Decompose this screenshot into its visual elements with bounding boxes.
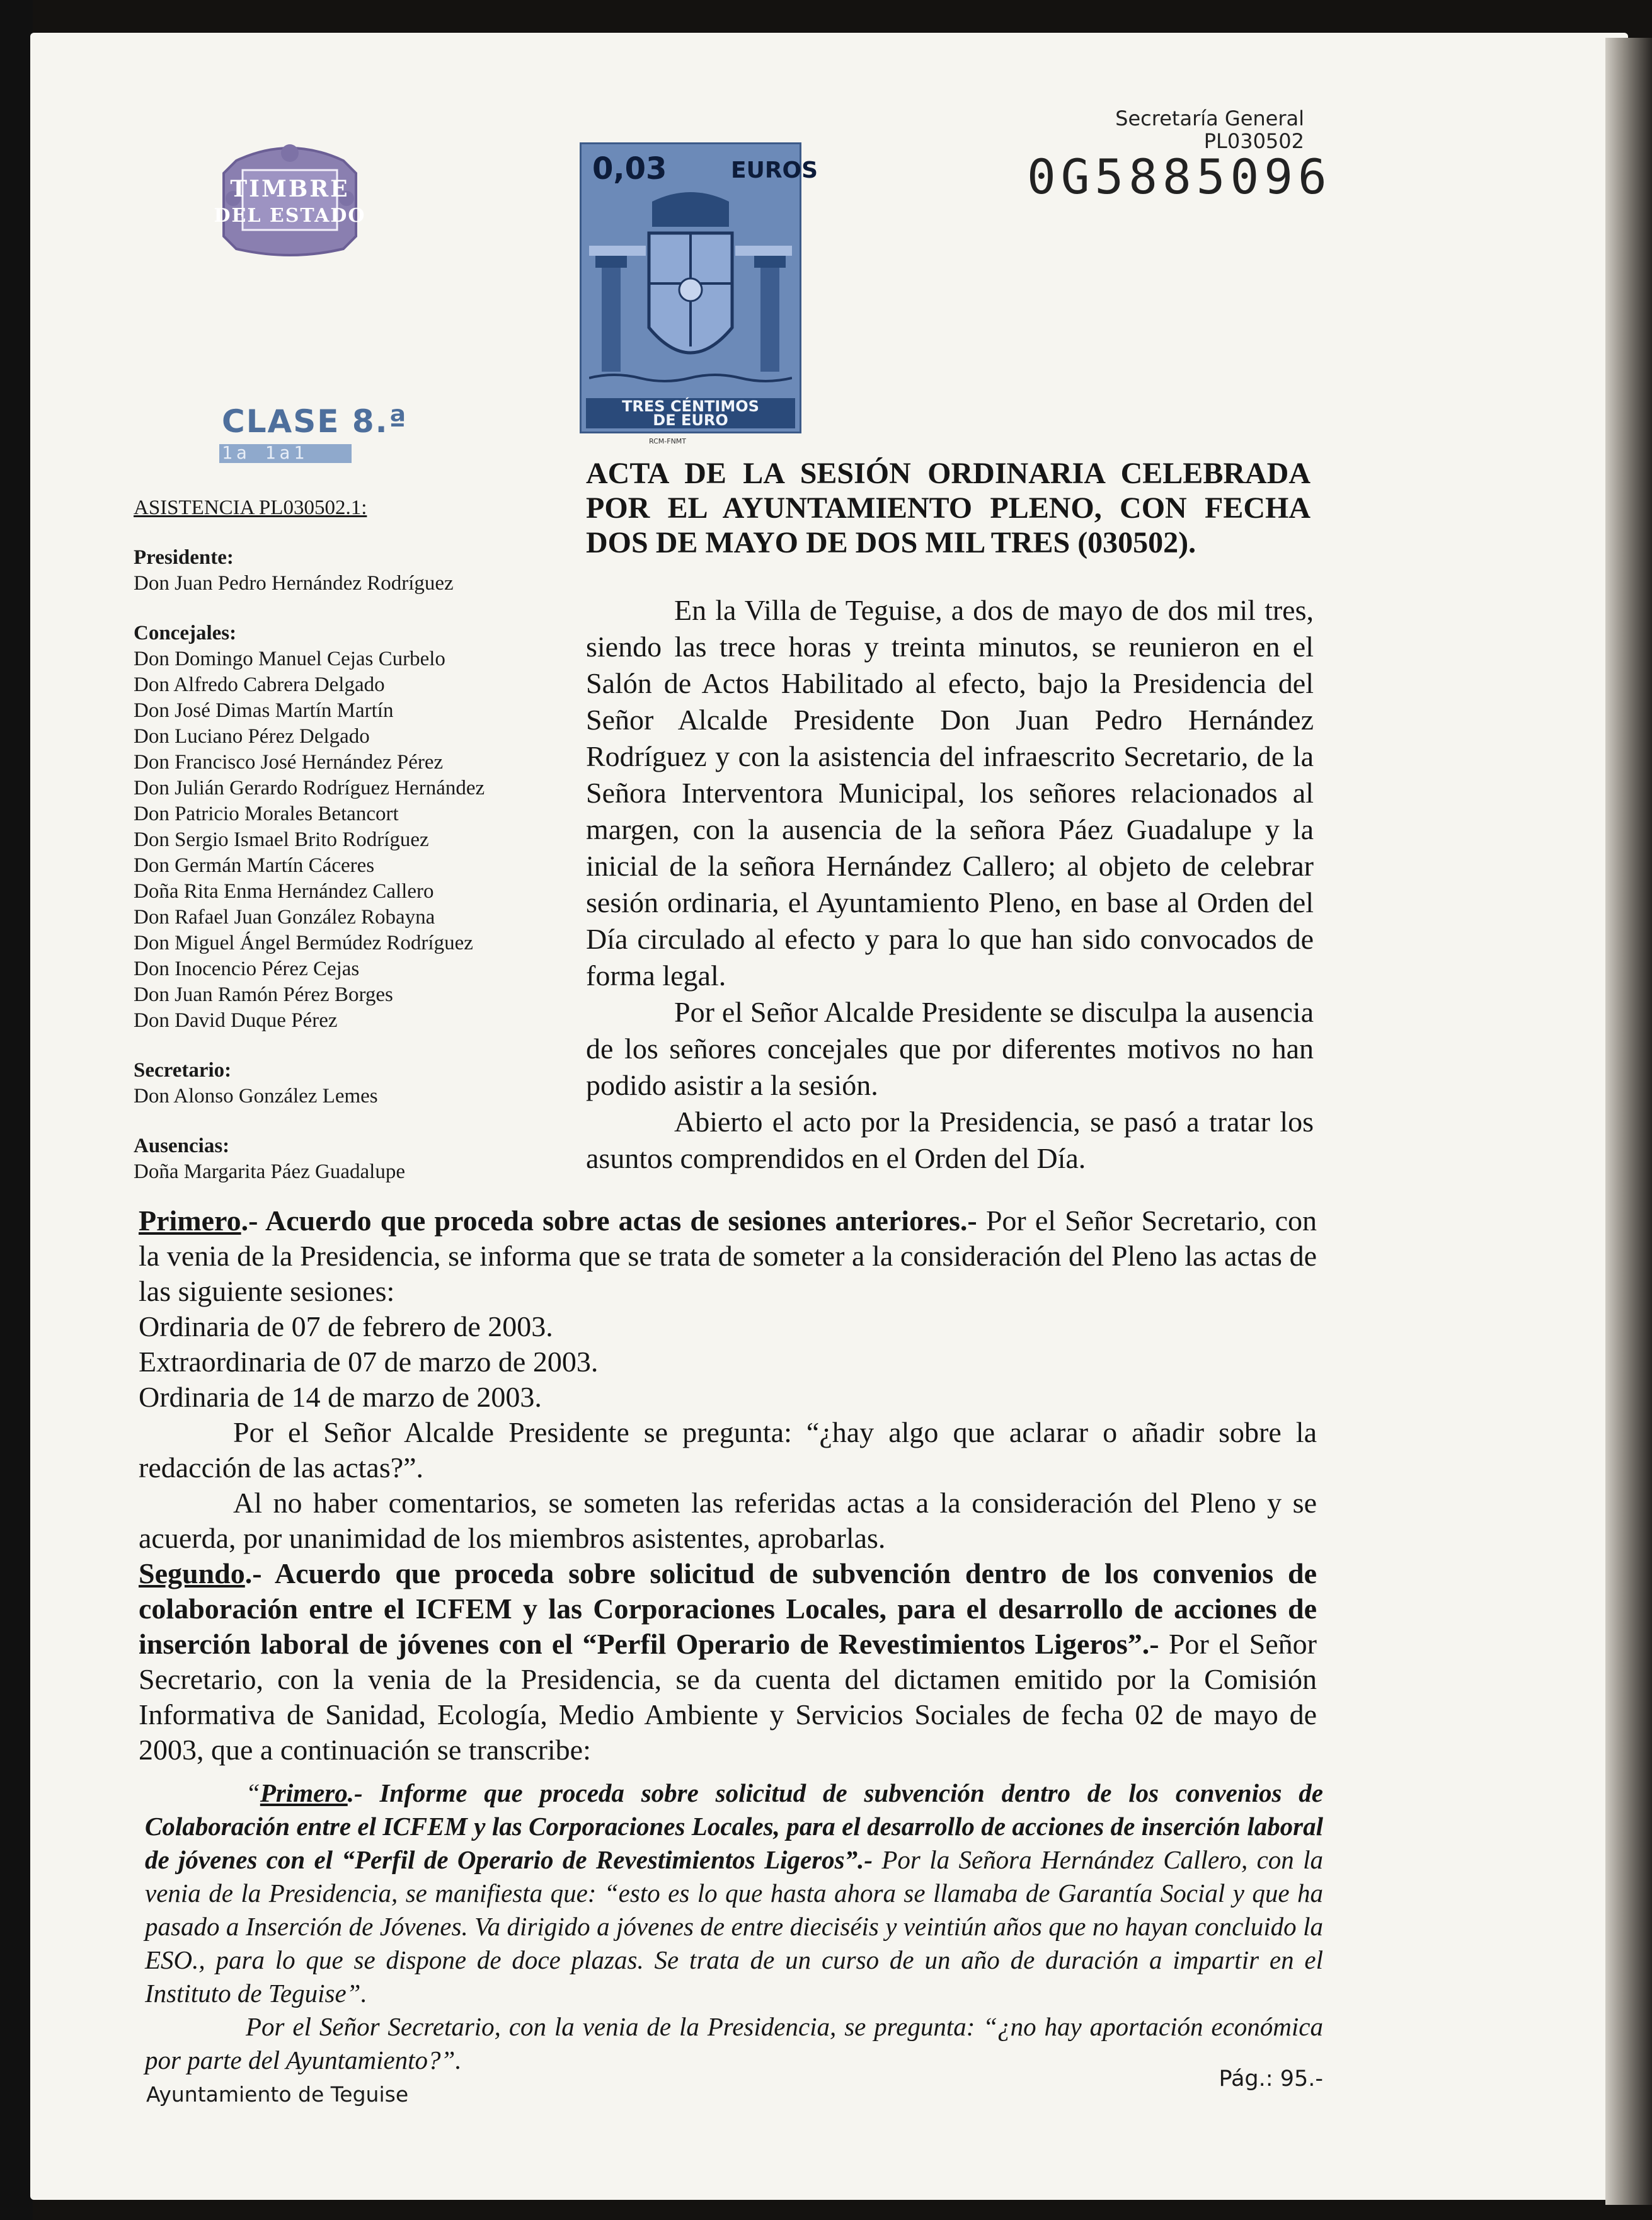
quoted-report [145,1777,1323,2077]
item-second-title: .- Acuerdo que proceda sobre solicitud de subvención dentro de los convenios de colaboración entre el ICFEM y las Corporaciones Locales, para el desarrollo de acciones de inserción laboral de jóvenes con el “Perfil Operario de Revestimientos Ligeros”.- [139,1557,1317,1660]
item-second [139,1556,1317,1768]
agenda-items [139,1203,1317,1768]
stamp-words [586,399,795,427]
concejal-item: Don Patricio Morales Betancort [134,803,399,825]
concejal-item: Don José Dimas Martín Martín [134,699,394,722]
concejal-item: Don Miguel Ángel Bermúdez Rodríguez [134,932,473,954]
clase-serial: 1a 1a1 [222,442,309,463]
session-item: Extraordinaria de 07 de marzo de 2003. [139,1346,599,1378]
timbre-del-estado-seal [198,135,381,261]
question-paragraph: Por el Señor Alcalde Presidente se pregunta: “¿hay algo que aclarar o añadir sobre la redacción de las actas?”. [139,1416,1317,1484]
page-number: Pág.: 95.- [1219,2066,1323,2091]
stamp-currency: EUROS [731,157,818,183]
concejal-item: Don Inocencio Pérez Cejas [134,958,360,980]
quote-paragraph-2: Por el Señor Secretario, con la venia de la Presidencia, se pregunta: “¿no hay aportación económica por parte del Ayuntamiento?”. [145,2012,1323,2074]
stamp-mark: RCM-FNMT [649,437,687,445]
concejal-item: Don Alfredo Cabrera Delgado [134,673,385,696]
concejal-item: Doña Rita Enma Hernández Callero [134,880,434,903]
quote-open: “ [246,1778,260,1807]
quote-title: .- Informe que proceda sobre solicitud de subvención dentro de los convenios de Colaboración entre el ICFEM y las Corporaciones Locales, para el desarrollo de acciones de inserción laboral de jóvenes con el “Perfil de Operario de Revestimientos Ligeros”.- [145,1778,1323,1874]
concejal-item: Don Julián Gerardo Rodríguez Hernández [134,777,485,799]
concejal-item: Don Germán Martín Cáceres [134,854,375,877]
secretaria-label: Secretaría General [1115,106,1304,130]
timbre-line2: DEL ESTADO [214,205,366,227]
quote-text: Por la Señora Hernández Callero, con la venia de la Presidencia, se manifiesta que: “esto es lo que hasta ahora se llamaba de Garantía Social y que ha pasado a Inserción de Jóvenes. Va dirigido a jóvenes de entre dieciséis y veintiún años que no hayan concluido la ESO., para lo que se dispone de doce plazas. Se trata de un curso de un año de duración a impartir en el Instituto de Teguise”. [145,1845,1324,2008]
concejal-item: Don Sergio Ismael Brito Rodríguez [134,828,429,851]
footer-organization: Ayuntamiento de Teguise [146,2082,409,2107]
concejal-item: Don Juan Ramón Pérez Borges [134,983,393,1006]
stamp-value: 0,03 [592,151,667,186]
item-first-title: .- Acuerdo que proceda sobre actas de sesiones anteriores.- [241,1204,977,1237]
presidente-label: Presidente: [134,546,234,569]
concejal-item: Don David Duque Pérez [134,1009,338,1032]
concejales-label: Concejales: [134,622,237,644]
reference-code: PL030502 [1203,129,1304,153]
serial-number: 0G5885096 [1027,149,1332,205]
coat-of-arms-icon [589,189,792,397]
timbre-line1: TIMBRE [230,176,350,202]
order-paragraph: Abierto el acto por la Presidencia, se pasó a tratar los asuntos comprendidos en el Orden del Día. [586,1106,1314,1174]
ausencias-name: Doña Margarita Páez Guadalupe [134,1160,405,1183]
concejal-item: Don Luciano Pérez Delgado [134,725,370,748]
opening-text [586,592,1314,1177]
book-edge-right [1605,38,1652,2205]
document-title: ACTA DE LA SESIÓN ORDINARIA CELEBRADA POR EL AYUNTAMIENTO PLENO, CON FECHA DOS DE MAYO DE DOS MIL TRES (030502). [586,457,1311,559]
concejal-item: Don Francisco José Hernández Pérez [134,751,444,774]
item-second-label: Segundo [139,1557,245,1589]
approval-paragraph: Al no haber comentarios, se someten las referidas actas a la consideración del Pleno y se acuerda, por unanimidad de los miembros asistentes, aprobarlas. [139,1487,1317,1554]
concejal-item: Don Domingo Manuel Cejas Curbelo [134,648,445,670]
item-first [139,1203,1317,1309]
presidente-name: Don Juan Pedro Hernández Rodríguez [134,572,454,595]
quote-label: Primero [260,1778,348,1807]
opening-paragraph: En la Villa de Teguise, a dos de mayo de dos mil tres, siendo las trece horas y treinta minutos, se reunieron en el Salón de Actos Habilitado al efecto, bajo la Presidencia del Señor Alcalde Presidente Don Juan Pedro Hernández Rodríguez y con la asistencia del infraescrito Secretario, de la Señora Interventora Municipal, los señores relacionados al margen, con la ausencia de la señora Páez Guadalupe y la inicial de la señora Hernández Callero; al objeto de celebrar sesión ordinaria, el Ayuntamiento Pleno, en base al Orden del Día circulado al efecto y para lo que han sido convocados de forma legal. [586,594,1314,992]
secretaria-block [1065,107,1304,152]
ausencias-label: Ausencias: [134,1135,230,1157]
excuse-paragraph: Por el Señor Alcalde Presidente se disculpa la ausencia de los señores concejales que por diferentes motivos no han podido asistir a la sesión. [586,996,1314,1101]
item-first-label: Primero [139,1204,241,1237]
secretario-name: Don Alonso González Lemes [134,1085,378,1107]
stamp-words-2: DE EURO [653,411,728,429]
stamp-words-1: TRES CÉNTIMOS [622,398,759,415]
concejal-item: Don Rafael Juan González Robayna [134,906,435,929]
item-second-text: Por el Señor Secretario, con la venia de la Presidencia, se da cuenta del dictamen emitido por la Comisión Informativa de Sanidad, Ecología, Medio Ambiente y Servicios Sociales de fecha 02 de mayo de 2003, que a continuación se transcribe: [139,1628,1317,1766]
scan-edge-left [0,0,33,2220]
secretario-label: Secretario: [134,1059,232,1082]
quote-paragraph [145,1777,1323,2010]
session-item: Ordinaria de 07 de febrero de 2003. [139,1310,553,1342]
clase-label: CLASE 8.ª [222,403,408,440]
attendance-sidebar [134,495,543,1185]
attendance-title: ASISTENCIA PL030502.1: [134,496,367,519]
session-item: Ordinaria de 14 de marzo de 2003. [139,1381,542,1413]
item-first-text: Por el Señor Secretario, con la venia de la Presidencia, se informa que se trata de someter a la consideración del Pleno las actas de las siguiente sesiones: [139,1204,1317,1307]
